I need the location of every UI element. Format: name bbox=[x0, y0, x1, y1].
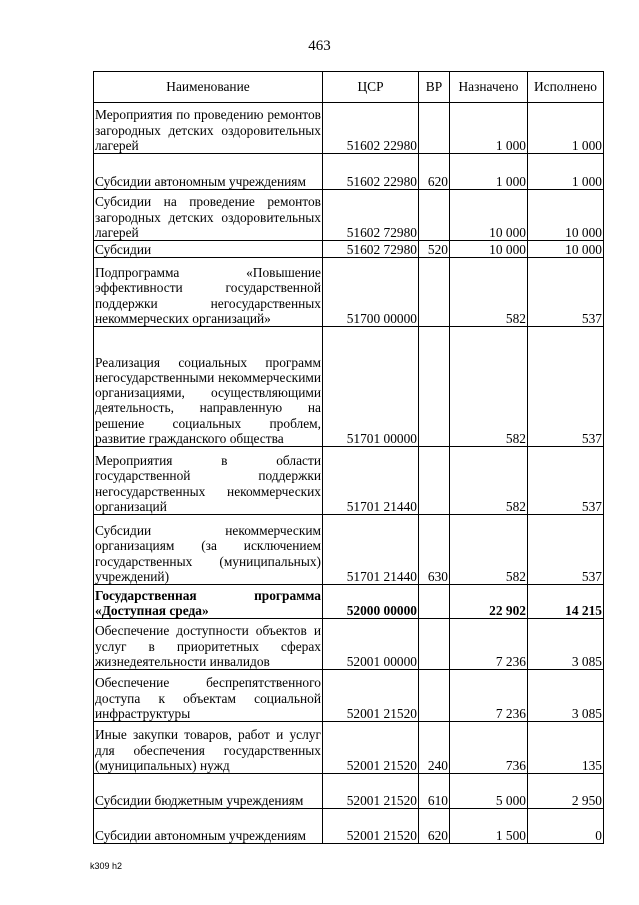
row-assigned-cell: 10 000 bbox=[450, 190, 528, 241]
footer-code: k309 h2 bbox=[90, 861, 123, 871]
table-row bbox=[94, 515, 604, 585]
row-assigned-cell: 7 236 bbox=[450, 619, 528, 670]
row-vr-cell bbox=[419, 619, 450, 670]
row-vr-cell bbox=[419, 103, 450, 154]
row-vr-cell: 520 bbox=[419, 241, 450, 258]
row-name-cell: Государственная программа «Доступная среда» bbox=[94, 585, 323, 619]
row-name-cell: Субсидии автономным учреждениям bbox=[94, 809, 323, 844]
table-row bbox=[94, 809, 604, 844]
row-vr-cell: 610 bbox=[419, 774, 450, 809]
row-assigned-cell: 22 902 bbox=[450, 585, 528, 619]
row-assigned-cell: 1 500 bbox=[450, 809, 528, 844]
header-csr: ЦСР bbox=[323, 72, 419, 103]
row-csr-cell: 51602 72980 bbox=[323, 241, 419, 258]
table-row bbox=[94, 722, 604, 774]
row-assigned-cell: 582 bbox=[450, 447, 528, 515]
table-row bbox=[94, 190, 604, 241]
table-row bbox=[94, 241, 604, 258]
row-csr-cell: 52001 21520 bbox=[323, 722, 419, 774]
row-vr-cell bbox=[419, 670, 450, 722]
row-vr-cell: 620 bbox=[419, 809, 450, 844]
row-name-cell: Мероприятия по проведению ремонтов загородных детских оздоровительных лагерей bbox=[94, 103, 323, 154]
row-name-cell: Иные закупки товаров, работ и услуг для обеспечения государственных (муниципальных) нужд bbox=[94, 722, 323, 774]
budget-table bbox=[93, 71, 604, 844]
row-csr-cell: 52001 21520 bbox=[323, 774, 419, 809]
row-executed-cell: 537 bbox=[528, 515, 604, 585]
row-vr-cell bbox=[419, 190, 450, 241]
row-vr-cell: 620 bbox=[419, 154, 450, 190]
row-name-cell: Субсидии на проведение ремонтов загородных детских оздоровительных лагерей bbox=[94, 190, 323, 241]
row-name-cell: Обеспечение беспрепятственного доступа к объектам социальной инфраструктуры bbox=[94, 670, 323, 722]
row-assigned-cell: 5 000 bbox=[450, 774, 528, 809]
row-assigned-cell: 7 236 bbox=[450, 670, 528, 722]
table-row bbox=[94, 154, 604, 190]
row-executed-cell: 135 bbox=[528, 722, 604, 774]
row-vr-cell bbox=[419, 585, 450, 619]
header-name: Наименование bbox=[94, 72, 323, 103]
row-name-cell: Мероприятия в области государственной поддержки негосударственных некоммерческих организаций bbox=[94, 447, 323, 515]
row-name-cell: Обеспечение доступности объектов и услуг в приоритетных сферах жизнедеятельности инвалидов bbox=[94, 619, 323, 670]
table-row bbox=[94, 670, 604, 722]
row-assigned-cell: 1 000 bbox=[450, 103, 528, 154]
table-body bbox=[94, 103, 604, 844]
table-row bbox=[94, 103, 604, 154]
row-name-cell: Субсидии автономным учреждениям bbox=[94, 154, 323, 190]
row-assigned-cell: 582 bbox=[450, 258, 528, 327]
row-assigned-cell: 736 bbox=[450, 722, 528, 774]
row-name-cell: Субсидии bbox=[94, 241, 323, 258]
table-row bbox=[94, 258, 604, 327]
header-vr: ВР bbox=[419, 72, 450, 103]
row-csr-cell: 51602 22980 bbox=[323, 154, 419, 190]
row-executed-cell: 10 000 bbox=[528, 241, 604, 258]
row-assigned-cell: 582 bbox=[450, 515, 528, 585]
page-number: 463 bbox=[308, 38, 331, 54]
row-assigned-cell: 10 000 bbox=[450, 241, 528, 258]
row-executed-cell: 3 085 bbox=[528, 619, 604, 670]
header-executed: Исполнено bbox=[528, 72, 604, 103]
row-csr-cell: 51701 21440 bbox=[323, 447, 419, 515]
row-csr-cell: 51701 00000 bbox=[323, 327, 419, 447]
row-csr-cell: 52000 00000 bbox=[323, 585, 419, 619]
table-row bbox=[94, 327, 604, 447]
row-assigned-cell: 582 bbox=[450, 327, 528, 447]
row-executed-cell: 1 000 bbox=[528, 154, 604, 190]
row-csr-cell: 52001 21520 bbox=[323, 809, 419, 844]
row-vr-cell bbox=[419, 327, 450, 447]
header-assigned: Назначено bbox=[450, 72, 528, 103]
row-executed-cell: 537 bbox=[528, 447, 604, 515]
row-executed-cell: 3 085 bbox=[528, 670, 604, 722]
row-csr-cell: 51602 72980 bbox=[323, 190, 419, 241]
row-assigned-cell: 1 000 bbox=[450, 154, 528, 190]
table-row bbox=[94, 619, 604, 670]
row-name-cell: Реализация социальных программ негосударственными некоммерческими организациями, осуществляющими деятельность, направленную на решение социальных проблем, развитие гражданского общества bbox=[94, 327, 323, 447]
table-row bbox=[94, 447, 604, 515]
row-vr-cell bbox=[419, 447, 450, 515]
row-executed-cell: 0 bbox=[528, 809, 604, 844]
row-csr-cell: 51602 22980 bbox=[323, 103, 419, 154]
row-csr-cell: 51700 00000 bbox=[323, 258, 419, 327]
row-executed-cell: 537 bbox=[528, 258, 604, 327]
row-executed-cell: 14 215 bbox=[528, 585, 604, 619]
row-csr-cell: 52001 21520 bbox=[323, 670, 419, 722]
table-header-row bbox=[94, 72, 604, 103]
row-executed-cell: 1 000 bbox=[528, 103, 604, 154]
table-row bbox=[94, 774, 604, 809]
table-row bbox=[94, 585, 604, 619]
row-executed-cell: 537 bbox=[528, 327, 604, 447]
row-name-cell: Субсидии некоммерческим организациям (за исключением государственных (муниципальных) учреждений) bbox=[94, 515, 323, 585]
row-executed-cell: 10 000 bbox=[528, 190, 604, 241]
row-vr-cell: 240 bbox=[419, 722, 450, 774]
row-vr-cell bbox=[419, 258, 450, 327]
row-vr-cell: 630 bbox=[419, 515, 450, 585]
row-executed-cell: 2 950 bbox=[528, 774, 604, 809]
row-csr-cell: 51701 21440 bbox=[323, 515, 419, 585]
row-csr-cell: 52001 00000 bbox=[323, 619, 419, 670]
row-name-cell: Подпрограмма «Повышение эффективности государственной поддержки негосударственных некоммерческих организаций» bbox=[94, 258, 323, 327]
row-name-cell: Субсидии бюджетным учреждениям bbox=[94, 774, 323, 809]
